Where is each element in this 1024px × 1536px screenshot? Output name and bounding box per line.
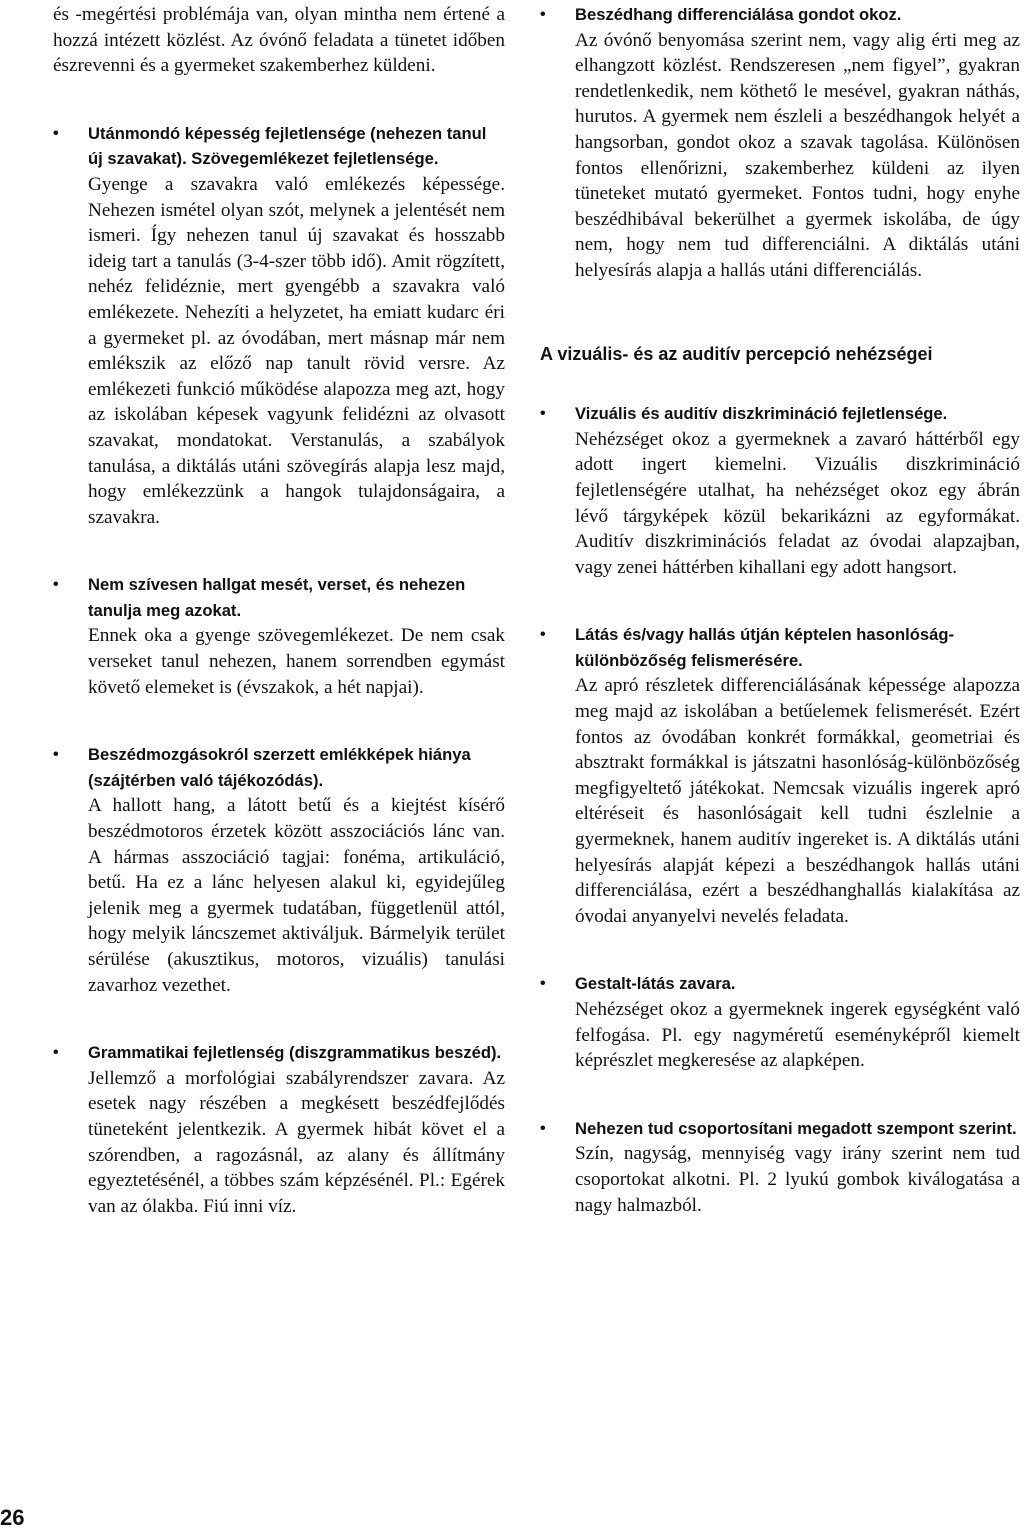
item-heading: Látás és/vagy hallás útján képtelen hasonlóság-különbözőség felismerésére. xyxy=(575,625,955,670)
list-item xyxy=(540,622,1020,929)
item-heading: Beszédhang differenciálása gondot okoz. xyxy=(575,5,902,24)
bullet-icon: • xyxy=(540,1119,546,1137)
section-title: A vizuális- és az auditív percepció nehézségei xyxy=(540,343,933,364)
page-number: 26 xyxy=(0,1505,25,1530)
item-body: A hallott hang, a látott betű és a kiejtést kísérő beszédmotoros érzetek között asszociációs lánc van. A hármas asszociáció tagjai: fonéma, artikuláció, betű. Ha ez a lánc helyesen alakul ki, egyidejűleg jelenik meg a gyermek tudatában, függetlenül attól, hogy melyik láncszemet aktiváljuk. Bármelyik terület sérülése (akusztikus, motoros, vizuális) tanulási zavarhoz vezethet. xyxy=(88,795,505,996)
left-column xyxy=(53,2,505,1219)
item-heading: Utánmondó képesség fejletlensége (nehezen tanul új szavakat). Szövegemlékezet fejletlensége. xyxy=(88,123,487,169)
list-item xyxy=(540,1116,1020,1218)
item-heading: Grammatikai fejletlenség (diszgrammatikus beszéd). xyxy=(88,1043,502,1063)
list-item xyxy=(53,1040,505,1219)
list-item xyxy=(53,742,505,998)
intro-paragraph: és -megértési problémája van, olyan mintha nem értené a hozzá intézett közlést. Az óvónő feladata a tünetet időben észrevenni és a gyermeket szakemberhez küldeni. xyxy=(53,4,505,77)
item-body: Jellemző a morfológiai szabályrendszer zavara. Az esetek nagy részében a megkésett beszédfejlődés tüneteként jelentkezik. A gyermek hibát követ el a szórendben, a ragozásnál, az alany és állítmány egyeztetésénél, a többes szám képzésénél. Pl.: Egérek van az ólakba. Fiú inni víz. xyxy=(88,1067,505,1217)
item-heading: Vizuális és auditív diszkrimináció fejletlensége. xyxy=(575,404,948,424)
list-item xyxy=(540,401,1020,580)
item-body: Az óvónő benyomása szerint nem, vagy alig érti meg az elhangzott közlést. Rendszeresen „nem figyel”, gyakran rendetlenkedik, nem köthető le mesével, gyakran náthás, hurutos. A gyermek nem észleli a beszédhangok helyét a hangsorban, gondot okoz a szavak tagolása. Különösen fontos ellenőrizni, szakemberhez küldeni az ilyen tüneteket mutató gyermeket. Fontos tudni, hogy enyhe beszédhibával bekerülhet a gyermek iskolába, de úgy nem, hogy nem tud differenciálni. A diktálás utáni helyesírás alapja a hallás utáni differenciálás. xyxy=(575,29,1020,281)
item-body: Az apró részletek differenciálásának képessége alapozza meg majd az iskolában a betűelemek felismerését. Ezért fontos az óvodában konkrét formákkal, geometriai és absztrakt formákkal is játszatni hasonlóság-különbözőség megfigyeltető játékokat. Nemcsak vizuális ingerek apró eltéréseit és hasonlóságait kell tudni észlelnie a gyermeknek, hanem auditív ingereket is. A diktálás utáni helyesírás alapját képezi a beszédhangok hallás utáni differenciálása, ezért a beszédhanghallás kialakítása az óvodai anyanyelvi nevelés feladata. xyxy=(575,675,1020,927)
bullet-icon: • xyxy=(540,6,546,23)
item-heading: Gestalt-látás zavara. xyxy=(575,974,736,994)
item-body: Ennek oka a gyenge szövegemlékezet. De nem csak verseket tanul nehezen, hanem sorrendben egymást követő elemeket is (évszakok, a hét napjai). xyxy=(88,625,505,698)
list-item xyxy=(53,572,505,700)
item-heading: Beszédmozgásokról szerzett emlékképek hiánya (szájtérben való tájékozódás). xyxy=(88,745,471,790)
list-item xyxy=(53,121,505,531)
bullet-icon: • xyxy=(540,975,546,993)
list-item xyxy=(540,2,1020,284)
item-body: Gyenge a szavakra való emlékezés képessége. Nehezen ismétel olyan szót, melynek a jelentését nem ismeri. Így nehezen tanul új szavakat és hosszabb ideig tart a tanulás (3-4-szer több idő). Amit rögzített, nehéz felidéznie, mert gyengébb a szavakra való emlékezete. Nehezíti a helyzetet, ha emiatt kudarc éri a gyermeket pl. az óvodában, mert másnap már nem emlékszik az előző nap tanult rövid versre. Az emlékezeti funkció működése alapozza meg azt, hogy az iskolában képesek vagyunk felidézni az olvasott szavakat, mondatokat. Verstanulás, a szabályok tanulása, a diktálás utáni szövegírás alapja lesz majd, hogy emlékezzünk a hangok tulajdonságaira, a szavakra. xyxy=(88,173,505,528)
list-item xyxy=(540,971,1020,1073)
bullet-icon: • xyxy=(53,1044,59,1062)
item-body: Nehézséget okoz a gyermeknek a zavaró háttérből egy adott ingert kiemelni. Vizuális diszkrimináció fejletlenségére utalhat, ha nehézséget okoz egy ábrán lévő tárgyképek közül bekarikázni az egyformákat. Auditív diszkriminációs feladat az óvodai alapzajban, vagy zenei háttérben kihallani egy adott hangsort. xyxy=(575,428,1020,578)
item-heading: Nem szívesen hallgat mesét, verset, és nehezen tanulja meg azokat. xyxy=(88,575,466,620)
bullet-icon: • xyxy=(540,626,546,644)
item-body: Nehézséget okoz a gyermeknek ingerek egységként való felfogása. Pl. egy nagyméretű eseményképről kiemelt képrészlet megkeresése az alapképen. xyxy=(575,999,1020,1072)
bullet-icon: • xyxy=(53,576,59,594)
bullet-icon: • xyxy=(53,124,59,142)
item-body: Szín, nagyság, mennyiség vagy irány szerint nem tud csoportokat alkotni. Pl. 2 lyukú gombok kiválogatása a nagy halmazból. xyxy=(575,1143,1020,1216)
bullet-icon: • xyxy=(540,405,546,423)
item-heading: Nehezen tud csoportosítani megadott szempont szerint. xyxy=(575,1118,1017,1138)
bullet-icon: • xyxy=(53,746,59,764)
right-column xyxy=(540,2,1020,1218)
